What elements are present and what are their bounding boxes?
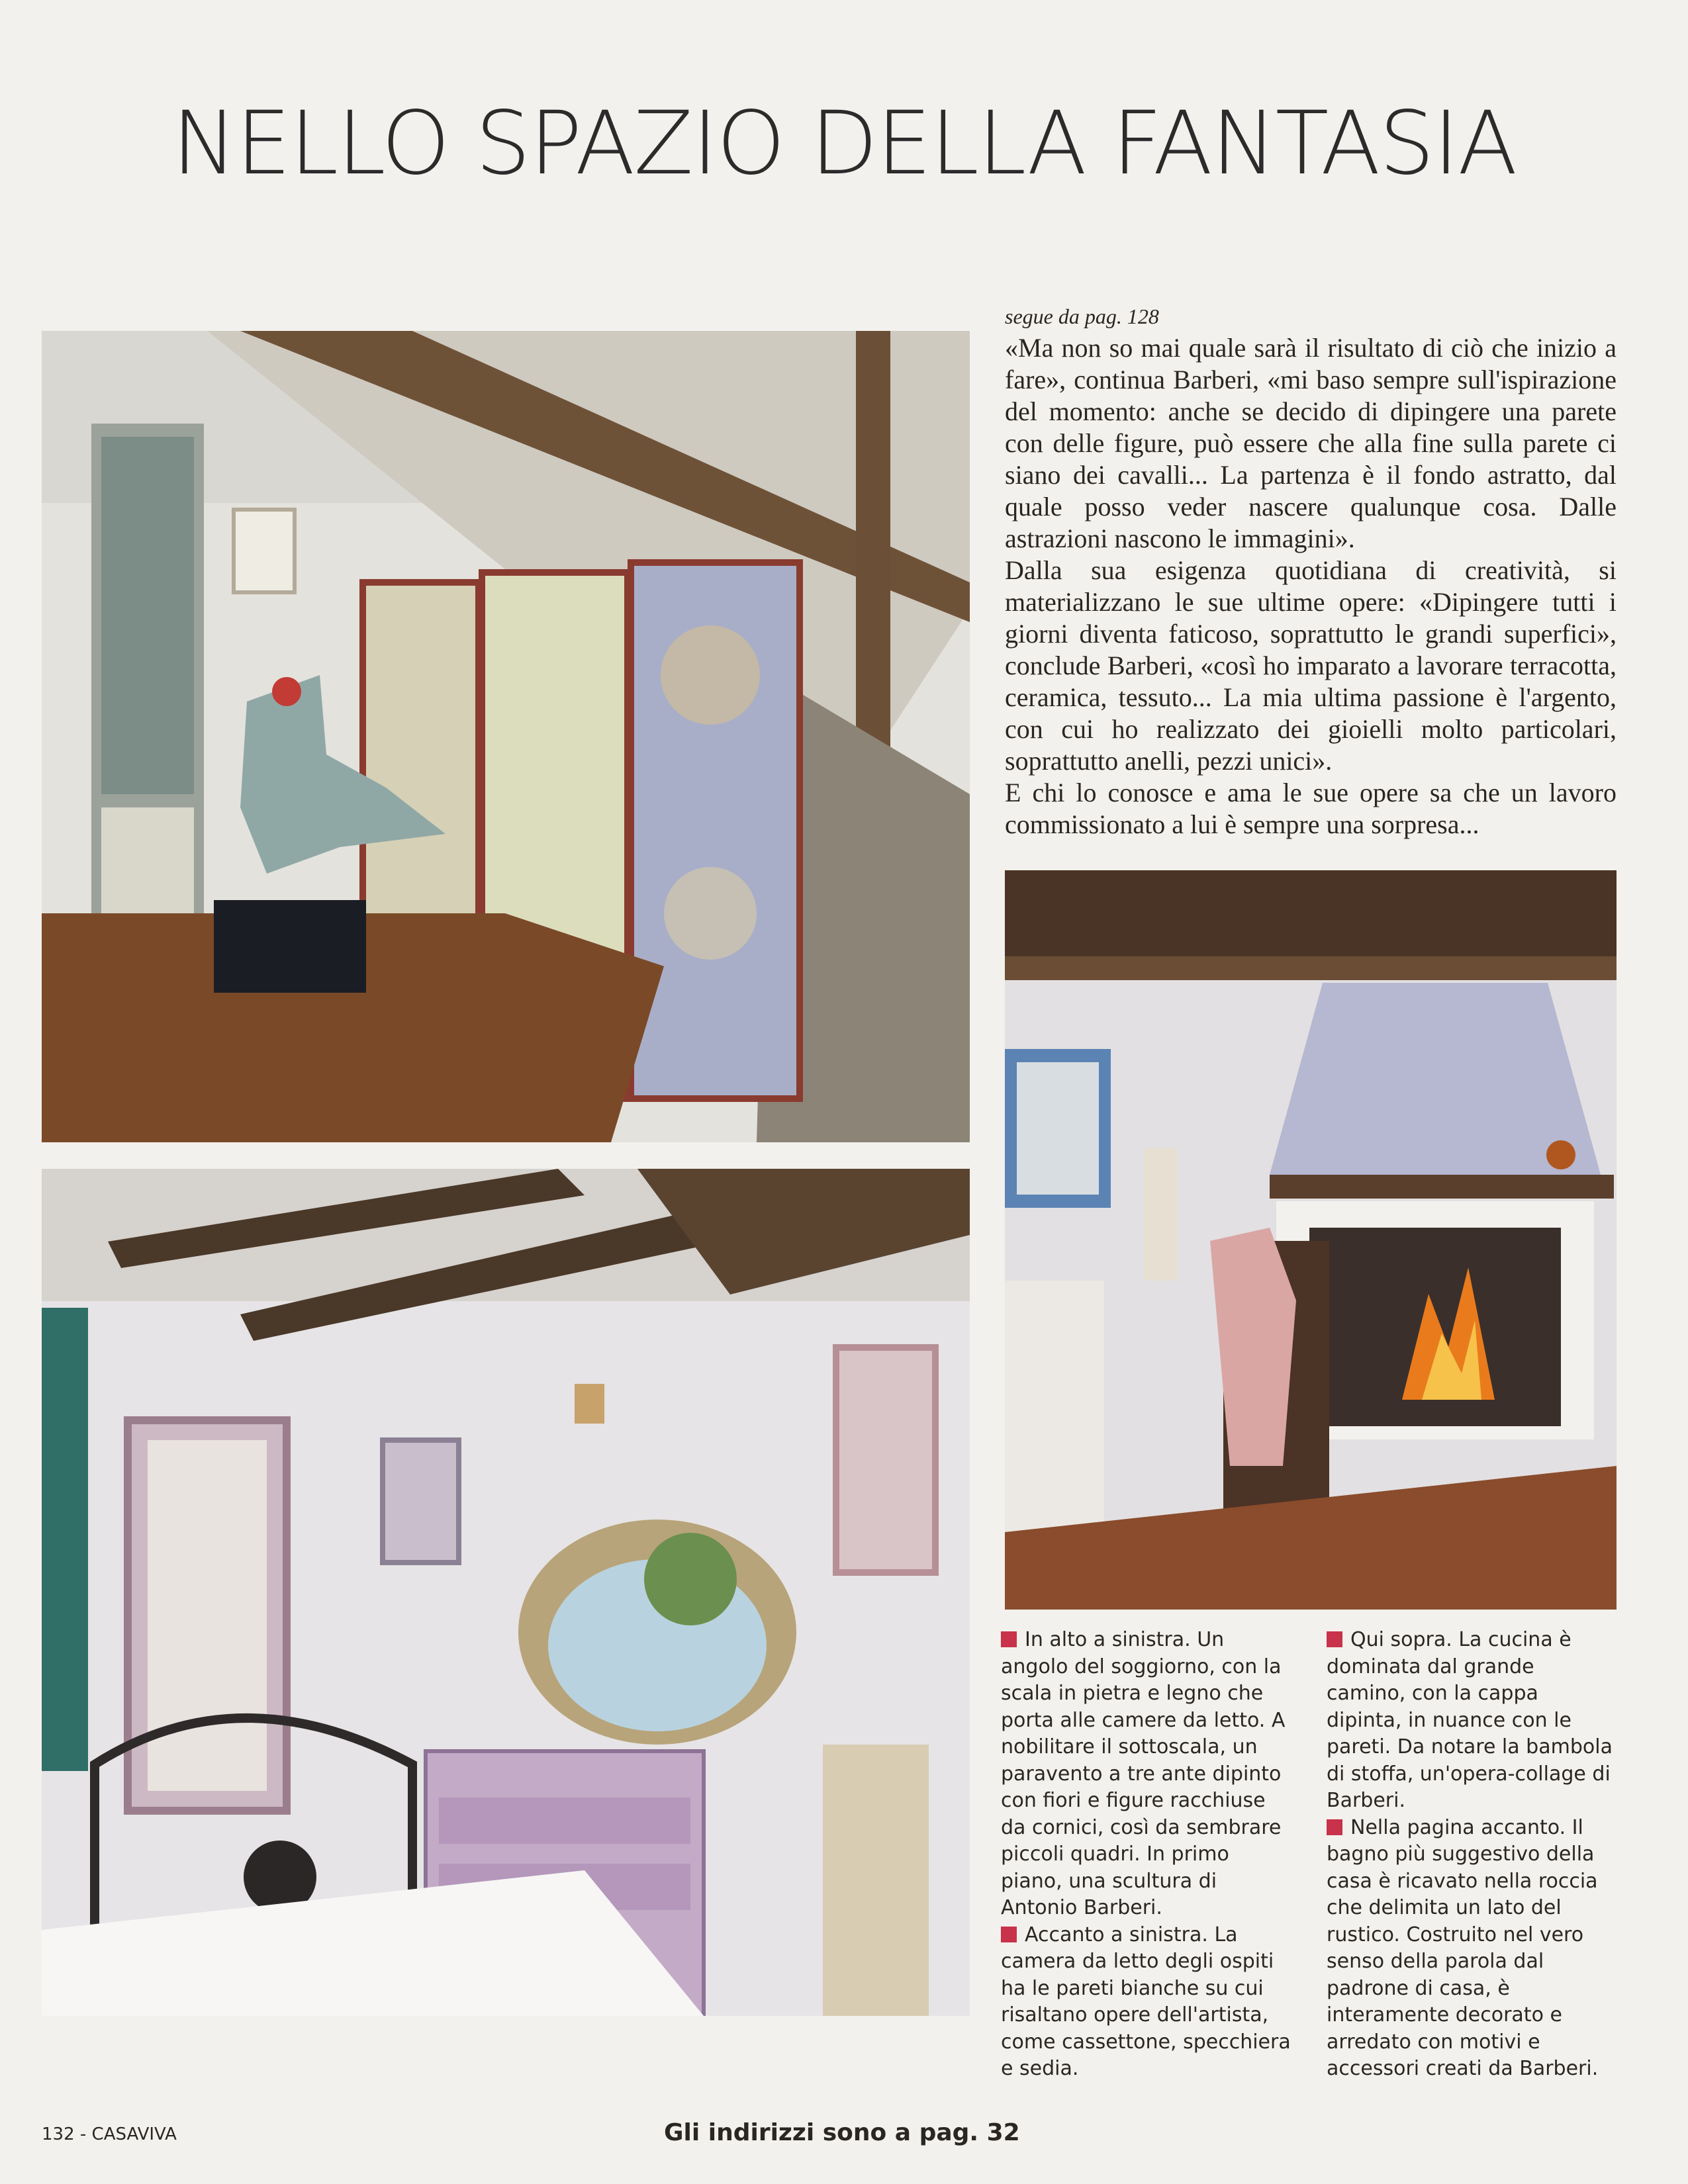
article-paragraph: E chi lo conosce e ama le sue opere sa che un lavoro commissionato a lui è sempre una sorpresa...	[1005, 778, 1617, 839]
caption-marker-icon	[1327, 1819, 1342, 1835]
addresses-note: Gli indirizzi sono a pag. 32	[664, 2119, 1020, 2146]
photo-caption-left	[1001, 1627, 1292, 2083]
caption-text: Il bagno più suggestivo della casa è ricavato nella roccia che delimita un lato del rustico. Costruito nel vero senso della parola dal padrone di casa, è interamente decorato e arredato con motivi e accessori creati da Barberi.	[1327, 1815, 1599, 2080]
page-number-label: 132 - CASAVIVA	[42, 2124, 177, 2144]
caption-heading: Nella pagina accanto.	[1350, 1815, 1566, 1839]
caption-heading: Qui sopra.	[1350, 1628, 1452, 1651]
bedroom-photo	[42, 1169, 970, 2016]
caption-marker-icon	[1327, 1631, 1342, 1647]
caption-text: La cucina è dominata dal grande camino, con la cappa dipinta, in nuance con le pareti. Da notare la bambola di stoffa, un'opera-collage di Barberi.	[1327, 1628, 1613, 1812]
article-paragraph: «Ma non so mai quale sarà il risultato di ciò che inizio a fare», continua Barberi, «mi baso sempre sull'ispirazione del momento: anche se decido di dipingere una parete con delle figure, può essere che alla fine sulla parete ci siano dei cavalli... La partenza è il fondo astratto, dal quale posso veder nascere qualunque cosa. Dalle astrazioni nascono le immagini».	[1005, 333, 1617, 553]
page-headline: NELLO SPAZIO DELLA FANTASIA	[171, 93, 1517, 195]
article-paragraph: Dalla sua esigenza quotidiana di creatività, si materializzano le sue ultime opere: «Dipingere tutti i giorni diventa faticoso, soprattutto le grandi superfici», conclude Barberi, «così ho imparato a lavorare terracotta, ceramica, tessuto... La mia ultima passione è l'argento, con cui ho realizzato dei gioielli molto particolari, soprattutto anelli, pezzi unici».	[1005, 555, 1617, 776]
continued-from-note: segue da pag. 128	[1005, 304, 1159, 328]
photo-caption-right	[1327, 1627, 1618, 2083]
article-body	[1005, 303, 1617, 841]
caption-marker-icon	[1001, 1927, 1017, 1942]
caption-heading: In alto a sinistra.	[1025, 1628, 1191, 1651]
caption-text: La camera da letto degli ospiti ha le pareti bianche su cui risaltano opere dell'artista, come cassettone, specchiera e sedia.	[1001, 1923, 1291, 2080]
living-room-photo	[42, 331, 970, 1142]
caption-text: Un angolo del soggiorno, con la scala in pietra e legno che porta alle camere da letto. A nobilitare il sottoscala, un paravento a tre ante dipinto con fiori e figure racchiuse da cornici, così da sembrare piccoli quadri. In primo piano, una scultura di Antonio Barberi.	[1001, 1628, 1286, 1919]
caption-heading: Accanto a sinistra.	[1025, 1923, 1208, 1946]
caption-marker-icon	[1001, 1631, 1017, 1647]
kitchen-fireplace-photo	[1005, 870, 1617, 1610]
